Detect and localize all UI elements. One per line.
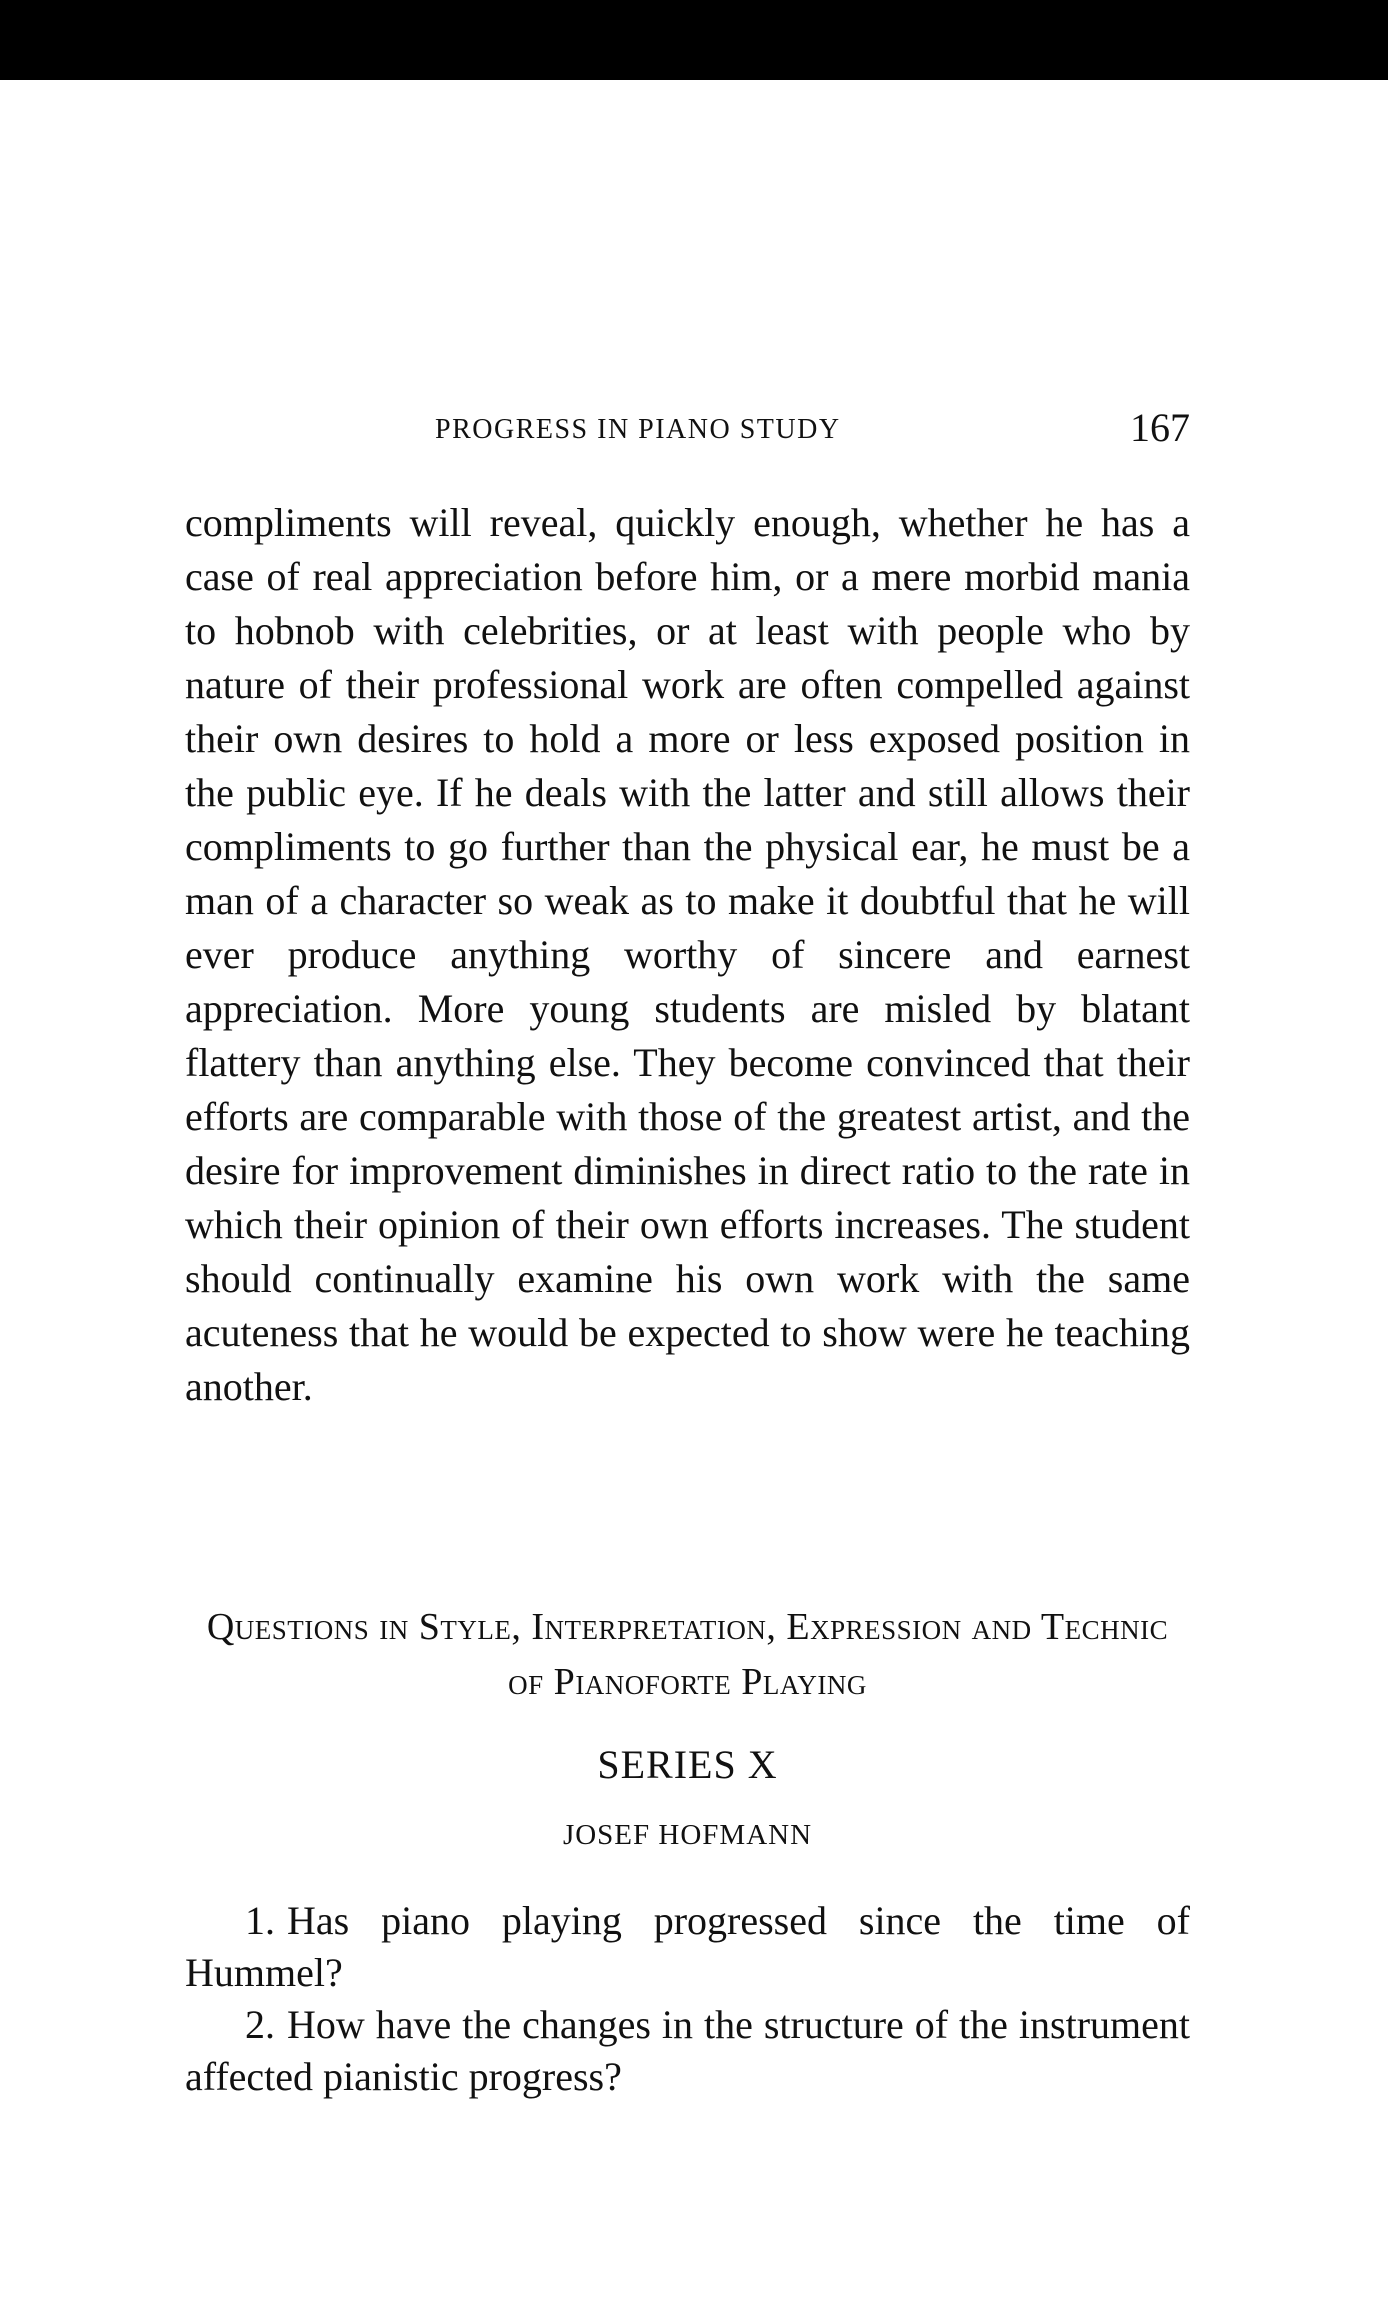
question-number: 1. [245,1898,275,1943]
section-heading: Questions in Style, Interpretation, Expression and Technic of Pianoforte Playing [206,1606,1169,1703]
scan-top-border [0,0,1388,80]
question-text: Has piano playing progressed since the time of Hummel? [185,1898,1190,1995]
question-number: 2. [245,2002,275,2047]
author-name: JOSEF HOFMANN [562,1819,813,1851]
question-item [185,1999,1190,2103]
body-paragraph: compliments will reveal, quickly enough, whether he has a case of real appreciation before him, or a mere morbid mania to hobnob with celebrities, or at least with people who by nature of their professional work are often compelled against their own desires to hold a more or less exposed position in the public eye. If he deals with the latter and still allows their compliments to go further than the physical ear, he must be a man of a character so weak as to make it doubtful that he will ever produce anything worthy of sincere and earnest appreciation. More young students are misled by blatant flattery than anything else. They become convinced that their efforts are comparable with those of the greatest artist, and the desire for improvement diminishes in direct ratio to the rate in which their opinion of their own efforts increases. The student should continually examine his own work with the same acuteness that he would be expected to show were he teaching another. [185,500,1190,1409]
page-number: 167 [1130,405,1190,450]
running-head: PROGRESS IN PIANO STUDY [435,414,841,445]
question-list [185,1895,1190,2103]
series-title: SERIES X [597,1742,778,1787]
question-text: How have the changes in the structure of the instrument affected pianistic progress? [185,2002,1190,2099]
page-header [185,400,1190,460]
question-item [185,1895,1190,1999]
